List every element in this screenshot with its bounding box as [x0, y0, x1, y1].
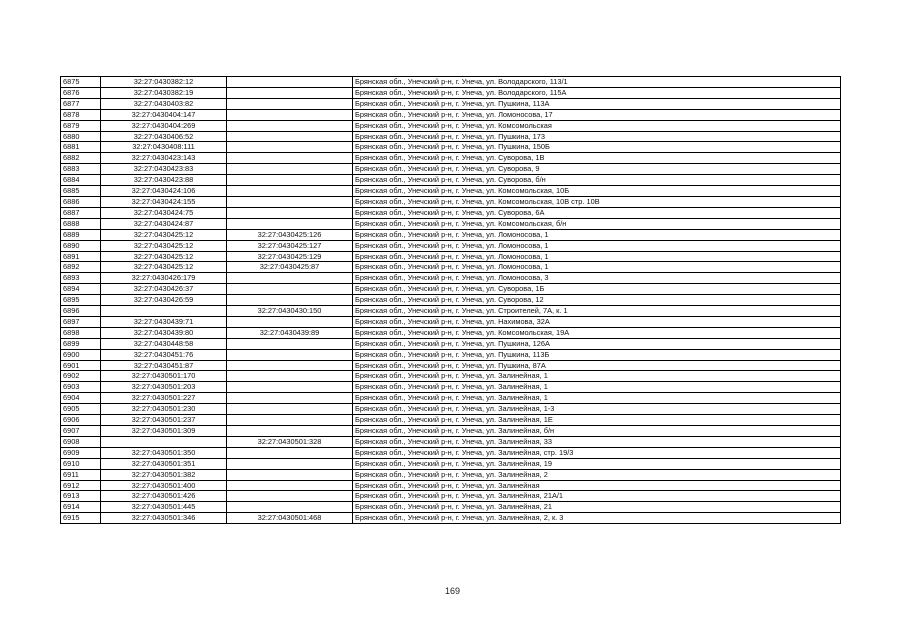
cadastral-number-cell: 32:27:0430403:82 [101, 98, 227, 109]
address-cell: Брянская обл., Унечский р-н, г. Унеча, ул. Комсомольская, 10Б [353, 186, 841, 197]
related-cadastral-number-cell [227, 382, 353, 393]
related-cadastral-number-cell [227, 349, 353, 360]
address-cell: Брянская обл., Унечский р-н, г. Унеча, ул. Ломоносова, 1 [353, 251, 841, 262]
row-number-cell: 6878 [61, 109, 101, 120]
row-number-cell: 6880 [61, 131, 101, 142]
cadastral-number-cell: 32:27:0430425:12 [101, 240, 227, 251]
address-cell: Брянская обл., Унечский р-н, г. Унеча, ул. Пушкина, 87А [353, 360, 841, 371]
cadastral-number-cell: 32:27:0430501:350 [101, 447, 227, 458]
address-cell: Брянская обл., Унечский р-н, г. Унеча, ул. Залинейная, 1 [353, 371, 841, 382]
row-number-cell: 6877 [61, 98, 101, 109]
table-row [61, 251, 841, 262]
row-number-cell: 6915 [61, 513, 101, 524]
related-cadastral-number-cell [227, 393, 353, 404]
table-row [61, 120, 841, 131]
address-cell: Брянская обл., Унечский р-н, г. Унеча, ул. Комсомольская [353, 120, 841, 131]
row-number-cell: 6908 [61, 436, 101, 447]
related-cadastral-number-cell: 32:27:0430501:328 [227, 436, 353, 447]
row-number-cell: 6879 [61, 120, 101, 131]
row-number-cell: 6890 [61, 240, 101, 251]
address-cell: Брянская обл., Унечский р-н, г. Унеча, ул. Ломоносова, 1 [353, 229, 841, 240]
cadastral-number-cell: 32:27:0430404:147 [101, 109, 227, 120]
related-cadastral-number-cell [227, 316, 353, 327]
cadastral-number-cell: 32:27:0430501:445 [101, 502, 227, 513]
table-row [61, 240, 841, 251]
table-row [61, 513, 841, 524]
address-cell: Брянская обл., Унечский р-н, г. Унеча, ул. Залинейная, 1-3 [353, 404, 841, 415]
related-cadastral-number-cell [227, 284, 353, 295]
table-row [61, 349, 841, 360]
address-cell: Брянская обл., Унечский р-н, г. Унеча, ул. Суворова, 1В [353, 153, 841, 164]
registry-table [60, 76, 841, 524]
row-number-cell: 6886 [61, 196, 101, 207]
cadastral-number-cell: 32:27:0430439:80 [101, 327, 227, 338]
related-cadastral-number-cell [227, 207, 353, 218]
row-number-cell: 6899 [61, 338, 101, 349]
address-cell: Брянская обл., Унечский р-н, г. Унеча, ул. Суворова, 9 [353, 164, 841, 175]
address-cell: Брянская обл., Унечский р-н, г. Унеча, ул. Ломоносова, 3 [353, 273, 841, 284]
table-row [61, 77, 841, 88]
table-row [61, 284, 841, 295]
related-cadastral-number-cell: 32:27:0430439:89 [227, 327, 353, 338]
table-row [61, 207, 841, 218]
cadastral-number-cell: 32:27:0430424:87 [101, 218, 227, 229]
address-cell: Брянская обл., Унечский р-н, г. Унеча, ул. Залинейная, 1 [353, 393, 841, 404]
related-cadastral-number-cell [227, 196, 353, 207]
cadastral-number-cell: 32:27:0430426:59 [101, 295, 227, 306]
address-cell: Брянская обл., Унечский р-н, г. Унеча, ул. Залинейная, стр. 19/3 [353, 447, 841, 458]
cadastral-number-cell: 32:27:0430426:37 [101, 284, 227, 295]
table-row [61, 469, 841, 480]
address-cell: Брянская обл., Унечский р-н, г. Унеча, ул. Пушкина, 113А [353, 98, 841, 109]
table-row [61, 360, 841, 371]
cadastral-number-cell: 32:27:0430425:12 [101, 229, 227, 240]
table-row [61, 371, 841, 382]
related-cadastral-number-cell [227, 98, 353, 109]
address-cell: Брянская обл., Унечский р-н, г. Унеча, ул. Пушкина, 173 [353, 131, 841, 142]
table-row [61, 327, 841, 338]
related-cadastral-number-cell [227, 218, 353, 229]
cadastral-number-cell: 32:27:0430404:269 [101, 120, 227, 131]
row-number-cell: 6910 [61, 458, 101, 469]
row-number-cell: 6881 [61, 142, 101, 153]
cadastral-number-cell: 32:27:0430501:170 [101, 371, 227, 382]
page-number: 169 [444, 586, 461, 596]
address-cell: Брянская обл., Унечский р-н, г. Унеча, ул. Ломоносова, 1 [353, 262, 841, 273]
related-cadastral-number-cell [227, 175, 353, 186]
row-number-cell: 6889 [61, 229, 101, 240]
table-row [61, 153, 841, 164]
cadastral-number-cell: 32:27:0430382:12 [101, 77, 227, 88]
table-row [61, 131, 841, 142]
table-row [61, 262, 841, 273]
row-number-cell: 6887 [61, 207, 101, 218]
table-row [61, 502, 841, 513]
address-cell: Брянская обл., Унечский р-н, г. Унеча, ул. Залинейная, 1 [353, 382, 841, 393]
cadastral-number-cell: 32:27:0430425:12 [101, 262, 227, 273]
related-cadastral-number-cell [227, 87, 353, 98]
related-cadastral-number-cell [227, 273, 353, 284]
table-row [61, 196, 841, 207]
table-row [61, 87, 841, 98]
table-row [61, 404, 841, 415]
address-cell: Брянская обл., Унечский р-н, г. Унеча, ул. Суворова, 6А [353, 207, 841, 218]
row-number-cell: 6898 [61, 327, 101, 338]
row-number-cell: 6883 [61, 164, 101, 175]
cadastral-number-cell: 32:27:0430382:19 [101, 87, 227, 98]
row-number-cell: 6896 [61, 306, 101, 317]
address-cell: Брянская обл., Унечский р-н, г. Унеча, ул. Нахимова, 32А [353, 316, 841, 327]
table-row [61, 186, 841, 197]
related-cadastral-number-cell [227, 109, 353, 120]
related-cadastral-number-cell [227, 131, 353, 142]
related-cadastral-number-cell [227, 480, 353, 491]
cadastral-number-cell [101, 436, 227, 447]
row-number-cell: 6903 [61, 382, 101, 393]
cadastral-number-cell: 32:27:0430425:12 [101, 251, 227, 262]
address-cell: Брянская обл., Унечский р-н, г. Унеча, ул. Комсомольская, 19А [353, 327, 841, 338]
related-cadastral-number-cell [227, 360, 353, 371]
address-cell: Брянская обл., Унечский р-н, г. Унеча, ул. Ломоносова, 1 [353, 240, 841, 251]
cadastral-number-cell: 32:27:0430424:155 [101, 196, 227, 207]
related-cadastral-number-cell [227, 491, 353, 502]
cadastral-number-cell: 32:27:0430501:237 [101, 415, 227, 426]
cadastral-number-cell: 32:27:0430448:58 [101, 338, 227, 349]
row-number-cell: 6885 [61, 186, 101, 197]
cadastral-number-cell: 32:27:0430501:309 [101, 426, 227, 437]
related-cadastral-number-cell: 32:27:0430501:468 [227, 513, 353, 524]
row-number-cell: 6905 [61, 404, 101, 415]
table-row [61, 306, 841, 317]
table-row [61, 218, 841, 229]
row-number-cell: 6892 [61, 262, 101, 273]
related-cadastral-number-cell: 32:27:0430425:126 [227, 229, 353, 240]
table-row [61, 426, 841, 437]
table-row [61, 458, 841, 469]
related-cadastral-number-cell [227, 458, 353, 469]
table-row [61, 175, 841, 186]
related-cadastral-number-cell [227, 447, 353, 458]
related-cadastral-number-cell [227, 338, 353, 349]
row-number-cell: 6907 [61, 426, 101, 437]
cadastral-number-cell: 32:27:0430424:75 [101, 207, 227, 218]
row-number-cell: 6900 [61, 349, 101, 360]
cadastral-number-cell: 32:27:0430423:143 [101, 153, 227, 164]
cadastral-number-cell: 32:27:0430501:227 [101, 393, 227, 404]
registry-table-body [61, 77, 841, 524]
row-number-cell: 6913 [61, 491, 101, 502]
row-number-cell: 6888 [61, 218, 101, 229]
table-row [61, 447, 841, 458]
cadastral-number-cell: 32:27:0430439:71 [101, 316, 227, 327]
row-number-cell: 6912 [61, 480, 101, 491]
address-cell: Брянская обл., Унечский р-н, г. Унеча, ул. Залинейная, 1Е [353, 415, 841, 426]
cadastral-number-cell: 32:27:0430501:400 [101, 480, 227, 491]
address-cell: Брянская обл., Унечский р-н, г. Унеча, ул. Володарского, 115А [353, 87, 841, 98]
related-cadastral-number-cell [227, 153, 353, 164]
related-cadastral-number-cell [227, 371, 353, 382]
address-cell: Брянская обл., Унечский р-н, г. Унеча, ул. Ломоносова, 17 [353, 109, 841, 120]
cadastral-number-cell: 32:27:0430501:382 [101, 469, 227, 480]
cadastral-number-cell: 32:27:0430426:179 [101, 273, 227, 284]
table-row [61, 229, 841, 240]
related-cadastral-number-cell [227, 142, 353, 153]
table-row [61, 295, 841, 306]
table-row [61, 316, 841, 327]
cadastral-number-cell: 32:27:0430501:203 [101, 382, 227, 393]
address-cell: Брянская обл., Унечский р-н, г. Унеча, ул. Залинейная, 19 [353, 458, 841, 469]
table-row [61, 436, 841, 447]
table-row [61, 109, 841, 120]
cadastral-number-cell: 32:27:0430406:52 [101, 131, 227, 142]
related-cadastral-number-cell: 32:27:0430430:150 [227, 306, 353, 317]
related-cadastral-number-cell [227, 120, 353, 131]
related-cadastral-number-cell: 32:27:0430425:127 [227, 240, 353, 251]
row-number-cell: 6897 [61, 316, 101, 327]
related-cadastral-number-cell: 32:27:0430425:87 [227, 262, 353, 273]
address-cell: Брянская обл., Унечский р-н, г. Унеча, ул. Залинейная, 2, к. 3 [353, 513, 841, 524]
cadastral-number-cell: 32:27:0430423:88 [101, 175, 227, 186]
table-row [61, 480, 841, 491]
table-row [61, 382, 841, 393]
address-cell: Брянская обл., Унечский р-н, г. Унеча, ул. Строителей, 7А, к. 1 [353, 306, 841, 317]
row-number-cell: 6893 [61, 273, 101, 284]
related-cadastral-number-cell [227, 77, 353, 88]
cadastral-number-cell: 32:27:0430408:111 [101, 142, 227, 153]
cadastral-number-cell: 32:27:0430424:106 [101, 186, 227, 197]
row-number-cell: 6906 [61, 415, 101, 426]
cadastral-number-cell: 32:27:0430501:346 [101, 513, 227, 524]
related-cadastral-number-cell [227, 415, 353, 426]
address-cell: Брянская обл., Унечский р-н, г. Унеча, ул. Пушкина, 113Б [353, 349, 841, 360]
address-cell: Брянская обл., Унечский р-н, г. Унеча, ул. Пушкина, 150Б [353, 142, 841, 153]
table-row [61, 164, 841, 175]
row-number-cell: 6902 [61, 371, 101, 382]
related-cadastral-number-cell [227, 426, 353, 437]
table-row [61, 98, 841, 109]
address-cell: Брянская обл., Унечский р-н, г. Унеча, ул. Залинейная, 2 [353, 469, 841, 480]
address-cell: Брянская обл., Унечский р-н, г. Унеча, ул. Залинейная [353, 480, 841, 491]
row-number-cell: 6914 [61, 502, 101, 513]
row-number-cell: 6894 [61, 284, 101, 295]
address-cell: Брянская обл., Унечский р-н, г. Унеча, ул. Комсомольская, б/н [353, 218, 841, 229]
related-cadastral-number-cell [227, 164, 353, 175]
cadastral-number-cell: 32:27:0430501:230 [101, 404, 227, 415]
cadastral-number-cell: 32:27:0430451:87 [101, 360, 227, 371]
related-cadastral-number-cell: 32:27:0430425:129 [227, 251, 353, 262]
row-number-cell: 6904 [61, 393, 101, 404]
address-cell: Брянская обл., Унечский р-н, г. Унеча, ул. Суворова, 1Б [353, 284, 841, 295]
cadastral-number-cell: 32:27:0430423:83 [101, 164, 227, 175]
cadastral-number-cell: 32:27:0430451:76 [101, 349, 227, 360]
related-cadastral-number-cell [227, 502, 353, 513]
row-number-cell: 6875 [61, 77, 101, 88]
address-cell: Брянская обл., Унечский р-н, г. Унеча, ул. Залинейная, б/н [353, 426, 841, 437]
related-cadastral-number-cell [227, 404, 353, 415]
table-row [61, 142, 841, 153]
address-cell: Брянская обл., Унечский р-н, г. Унеча, ул. Суворова, 12 [353, 295, 841, 306]
row-number-cell: 6876 [61, 87, 101, 98]
row-number-cell: 6895 [61, 295, 101, 306]
cadastral-number-cell: 32:27:0430501:351 [101, 458, 227, 469]
row-number-cell: 6882 [61, 153, 101, 164]
address-cell: Брянская обл., Унечский р-н, г. Унеча, ул. Залинейная, 33 [353, 436, 841, 447]
table-row [61, 415, 841, 426]
row-number-cell: 6909 [61, 447, 101, 458]
address-cell: Брянская обл., Унечский р-н, г. Унеча, ул. Пушкина, 126А [353, 338, 841, 349]
row-number-cell: 6884 [61, 175, 101, 186]
row-number-cell: 6911 [61, 469, 101, 480]
table-row [61, 491, 841, 502]
table-row [61, 393, 841, 404]
address-cell: Брянская обл., Унечский р-н, г. Унеча, ул. Залинейная, 21 [353, 502, 841, 513]
table-row [61, 273, 841, 284]
related-cadastral-number-cell [227, 469, 353, 480]
address-cell: Брянская обл., Унечский р-н, г. Унеча, ул. Володарского, 113/1 [353, 77, 841, 88]
related-cadastral-number-cell [227, 295, 353, 306]
address-cell: Брянская обл., Унечский р-н, г. Унеча, ул. Залинейная, 21А/1 [353, 491, 841, 502]
related-cadastral-number-cell [227, 186, 353, 197]
cadastral-number-cell: 32:27:0430501:426 [101, 491, 227, 502]
address-cell: Брянская обл., Унечский р-н, г. Унеча, ул. Комсомольская, 10В стр. 10В [353, 196, 841, 207]
row-number-cell: 6891 [61, 251, 101, 262]
address-cell: Брянская обл., Унечский р-н, г. Унеча, ул. Суворова, б/н [353, 175, 841, 186]
row-number-cell: 6901 [61, 360, 101, 371]
cadastral-number-cell [101, 306, 227, 317]
table-row [61, 338, 841, 349]
